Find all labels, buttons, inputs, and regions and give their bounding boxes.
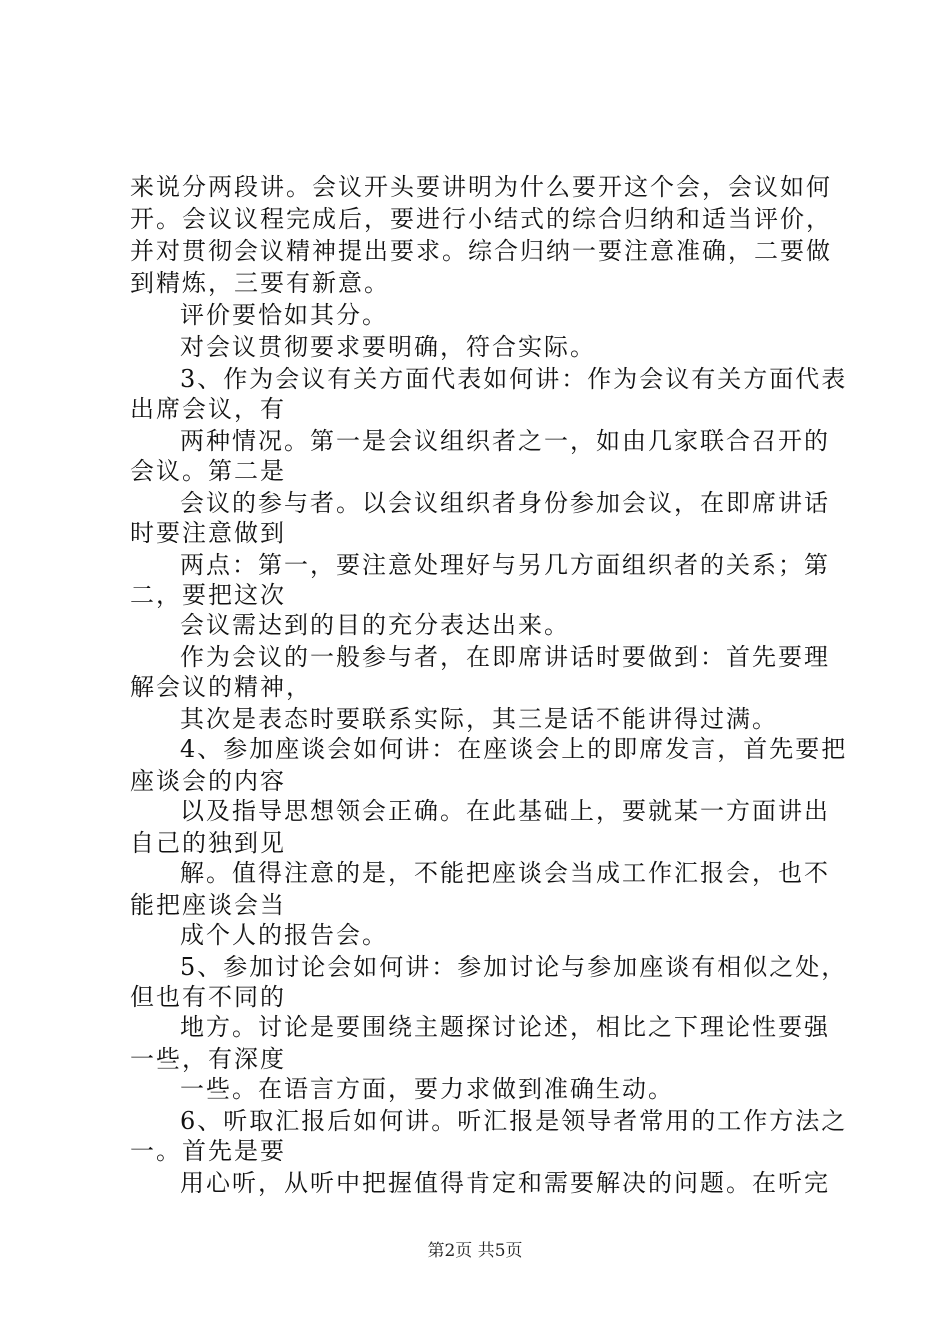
text-line: 并对贯彻会议精神提出要求。综合归纳一要注意准确，二要做 <box>130 237 832 265</box>
text-line: 能把座谈会当 <box>130 891 286 919</box>
text-line: 对会议贯彻要求要明确，符合实际。 <box>180 333 596 361</box>
text-line: 6、听取汇报后如何讲。听汇报是领导者常用的工作方法之 <box>180 1107 848 1135</box>
text-line: 但也有不同的 <box>130 983 286 1011</box>
text-line: 地方。讨论是要围绕主题探讨论述，相比之下理论性要强 <box>180 1013 830 1041</box>
text-line: 3、作为会议有关方面代表如何讲：作为会议有关方面代表 <box>180 365 848 393</box>
text-line: 时要注意做到 <box>130 519 286 547</box>
text-line: 一些。在语言方面，要力求做到准确生动。 <box>180 1075 674 1103</box>
text-line: 成个人的报告会。 <box>180 921 388 949</box>
text-line: 会议需达到的目的充分表达出来。 <box>180 611 570 639</box>
text-line: 来说分两段讲。会议开头要讲明为什么要开这个会，会议如何 <box>130 173 832 201</box>
text-line: 5、参加讨论会如何讲：参加讨论与参加座谈有相似之处， <box>180 953 848 981</box>
text-line: 座谈会的内容 <box>130 767 286 795</box>
text-line: 评价要恰如其分。 <box>180 301 388 329</box>
text-line: 以及指导思想领会正确。在此基础上，要就某一方面讲出 <box>180 797 830 825</box>
page-number-footer: 第2页 共5页 <box>427 1241 523 1261</box>
text-line: 解。值得注意的是，不能把座谈会当成工作汇报会，也不 <box>180 859 830 887</box>
text-line: 两点：第一，要注意处理好与另几方面组织者的关系；第 <box>180 551 830 579</box>
text-line: 会议的参与者。以会议组织者身份参加会议，在即席讲话 <box>180 489 830 517</box>
text-line: 开。会议议程完成后，要进行小结式的综合归纳和适当评价， <box>130 205 832 233</box>
text-line: 用心听，从听中把握值得肯定和需要解决的问题。在听完 <box>180 1169 830 1197</box>
text-line: 作为会议的一般参与者，在即席讲话时要做到：首先要理 <box>180 643 830 671</box>
text-line: 解会议的精神， <box>130 673 312 701</box>
text-line: 4、参加座谈会如何讲：在座谈会上的即席发言，首先要把 <box>180 735 848 763</box>
text-line: 自己的独到见 <box>130 829 286 857</box>
text-line: 二，要把这次 <box>130 581 286 609</box>
text-line: 其次是表态时要联系实际，其三是话不能讲得过满。 <box>180 705 778 733</box>
text-line: 两种情况。第一是会议组织者之一，如由几家联合召开的 <box>180 427 830 455</box>
text-line: 一。首先是要 <box>130 1137 286 1165</box>
text-line: 会议。第二是 <box>130 457 286 485</box>
text-line: 到精炼，三要有新意。 <box>130 269 390 297</box>
text-line: 出席会议，有 <box>130 395 286 423</box>
text-line: 一些，有深度 <box>130 1045 286 1073</box>
